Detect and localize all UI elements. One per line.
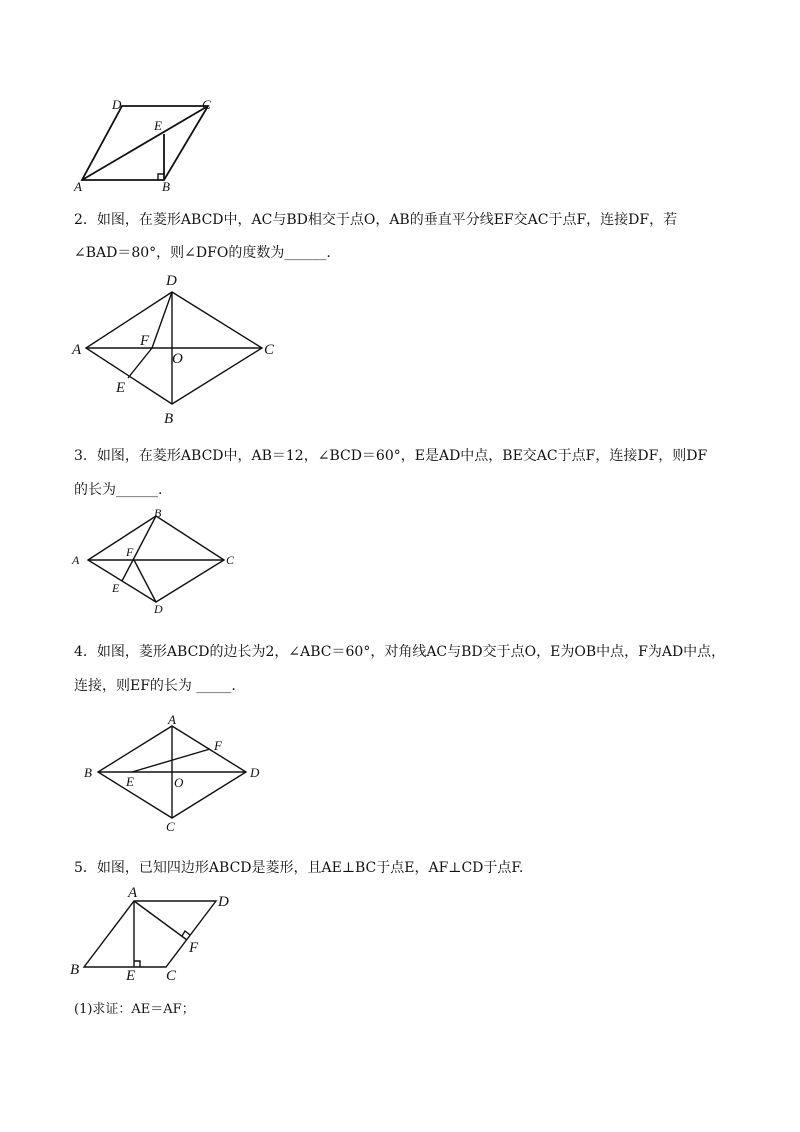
figure-2-rhombus [66, 268, 286, 428]
problem-3-line-1: 3．如图，在菱形ABCD中，AB＝12，∠BCD＝60°，E是AD中点，BE交AC于点F，连接DF，则DF [74, 448, 708, 464]
fig1-label-b: B [162, 179, 170, 194]
fig3-label-c: C [226, 553, 235, 567]
fig2-label-f: F [140, 333, 150, 349]
figure-5-rhombus [64, 882, 244, 982]
fig4-label-f: F [214, 738, 222, 753]
fig2-label-b: B [164, 411, 174, 427]
figure-1-parallelogram [70, 92, 230, 197]
fig1-label-c: C [202, 97, 211, 112]
problem-5-subquestion-1: (1)求证：AE＝AF； [74, 1002, 195, 1017]
fig3-label-a: A [72, 553, 80, 567]
fig3-label-b: B [154, 506, 162, 520]
fig1-label-e: E [154, 118, 162, 133]
problem-2-line-1: 2．如图，在菱形ABCD中，AC与BD相交于点O，AB的垂直平分线EF交AC于点F，连接DF，若 [74, 212, 678, 228]
fig1-diagonal-ac [82, 106, 208, 180]
problem-4-line-2: 连接，则EF的长为 _____. [74, 678, 236, 694]
fig5-label-a: A [128, 885, 138, 901]
fig5-right-angle-f [182, 931, 190, 936]
fig3-label-f: F [126, 545, 134, 559]
problem-4-line-1: 4．如图，菱形ABCD的边长为2，∠ABC＝60°，对角线AC与BD交于点O，E为OB中点，F为AD中点， [74, 644, 726, 660]
fig5-label-e: E [126, 968, 136, 982]
figure-4-rhombus [80, 710, 280, 835]
fig1-label-a: A [74, 179, 82, 194]
fig5-label-d: D [218, 894, 229, 910]
fig4-label-d: D [250, 765, 260, 780]
problem-5-line-1: 5．如图，已知四边形ABCD是菱形，且AE⊥BC于点E，AF⊥CD于点F. [74, 860, 524, 876]
fig2-label-a: A [72, 342, 82, 358]
figure-3-rhombus [68, 506, 248, 618]
fig2-segment-df [152, 292, 172, 348]
problem-2-line-2: ∠BAD＝80°，则∠DFO的度数为______. [74, 245, 331, 261]
fig3-label-d: D [154, 602, 163, 616]
fig2-label-e: E [116, 380, 126, 396]
fig4-label-b: B [84, 765, 92, 780]
fig2-label-c: C [264, 342, 275, 358]
fig4-label-o: O [174, 775, 184, 790]
problem-3-line-2: 的长为______. [74, 482, 163, 498]
fig5-label-c: C [166, 968, 177, 982]
fig5-label-b: B [70, 962, 80, 978]
fig2-label-d: D [166, 273, 177, 289]
fig4-label-e: E [126, 774, 134, 789]
fig5-rhombus-abcd [84, 901, 216, 967]
fig5-segment-af [134, 901, 187, 940]
fig4-label-c: C [166, 819, 175, 834]
fig3-rhombus-abcd [88, 516, 224, 602]
fig5-right-angle-e [134, 961, 140, 967]
fig2-label-o: O [172, 351, 183, 367]
fig2-segment-fe [128, 348, 152, 378]
fig4-segment-ef [132, 749, 210, 772]
fig5-label-f: F [189, 940, 199, 956]
fig1-label-d: D [112, 97, 122, 112]
fig4-label-a: A [168, 712, 176, 727]
fig3-label-e: E [112, 581, 120, 595]
